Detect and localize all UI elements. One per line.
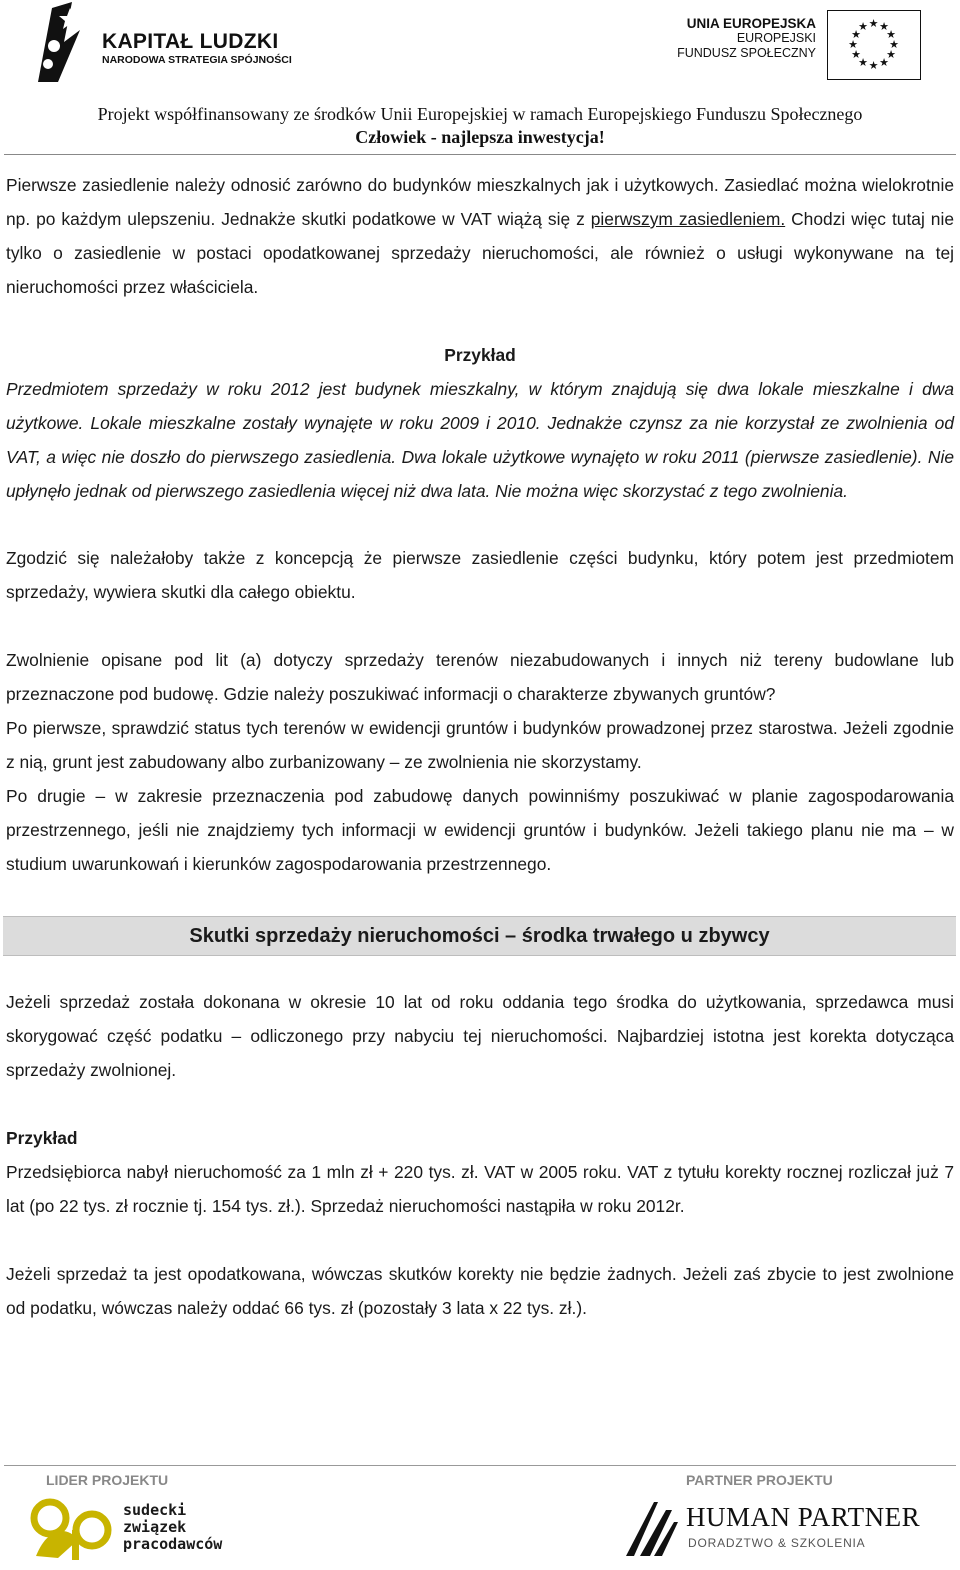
svg-text:★: ★ xyxy=(858,20,868,33)
human-partner-emblem-icon xyxy=(622,1500,680,1558)
kapital-ludzki-subtitle: NARODOWA STRATEGIA SPÓJNOŚCI xyxy=(102,54,292,66)
eu-logo-text xyxy=(677,16,816,61)
svg-text:★: ★ xyxy=(858,56,868,69)
s2p-logo xyxy=(28,1496,258,1566)
example-1-heading: Przykład xyxy=(444,345,516,365)
svg-text:★: ★ xyxy=(886,48,896,61)
paragraph-first-check: Po pierwsze, sprawdzić status tych terenów w ewidencji gruntów i budynków prowadzonej przez starostwa. Jeżeli zgodnie z nią, grunt jest zabudowany albo zurbanizowany – ze zwolnienia nie skorzystamy. xyxy=(6,718,954,772)
svg-text:★: ★ xyxy=(868,59,879,72)
s2p-emblem-icon xyxy=(28,1496,120,1564)
project-leader-label: LIDER PROJEKTU xyxy=(46,1472,169,1488)
human-partner-logo xyxy=(622,1500,922,1564)
svg-text:★: ★ xyxy=(851,48,861,61)
eu-line-3: FUNDUSZ SPOŁECZNY xyxy=(677,46,816,60)
eu-logo xyxy=(677,16,930,86)
svg-text:★: ★ xyxy=(851,28,861,41)
footer-divider xyxy=(4,1465,956,1466)
example-1-text: Przedmiotem sprzedaży w roku 2012 jest budynek mieszkalny, w którym znajdują się dwa lokale mieszkalne i dwa użytkowe. Lokale mieszkalne zostały wynajęte w roku 2009 i 2010. Jednakże czynsz za nie korzystał ze zwolnienia od VAT, a więc nie doszło do pierwszego zasiedlenia. Dwa lokale użytkowe wynajęto w roku 2011 (pierwsze zasiedlenie). Nie upłynęło jednak od pierwszego zasiedlenia więcej niż dwa lata. Nie można więc skorzystać z tego zwolnienia. xyxy=(6,379,954,501)
s2p-line-1: sudecki xyxy=(123,1501,187,1519)
svg-text:★: ★ xyxy=(868,17,879,30)
paragraph-second-check: Po drugie – w zakresie przeznaczenia pod zabudowę danych powinniśmy poszukiwać w planie zagospodarowania przestrzennego, jeśli nie znajdziemy tych informacji w ewidencji gruntów i budynków. Jeżeli takiego planu nie ma – w studium uwarunkowań i kierunków zagospodarowania przestrzennego. xyxy=(6,786,954,874)
paragraph-first-settlement-text: Pierwsze zasiedlenie należy odnosić zarówno do budynków mieszkalnych jak i użytkowych. Zasiedlać można wielokrotnie np. po każdym ulepszeniu. Jednakże skutki podatkowe w VAT wiążą się z xyxy=(6,175,954,229)
s2p-line-2: związek xyxy=(123,1518,187,1536)
example-2-heading: Przykład xyxy=(6,1128,78,1148)
kapital-ludzki-title: KAPITAŁ LUDZKI xyxy=(102,30,279,53)
eu-flag-icon xyxy=(827,10,921,80)
human-partner-name: HUMAN PARTNER xyxy=(686,1502,921,1532)
project-slogan: Człowiek - najlepsza inwestycja! xyxy=(355,127,605,147)
kapital-ludzki-emblem-icon xyxy=(28,2,100,84)
paragraph-exemption: Zwolnienie opisane pod lit (a) dotyczy sprzedaży terenów niezabudowanych i innych niż tereny budowlane lub przeznaczone pod budowę. Gdzie należy poszukiwać informacji o charakterze zbywanych gruntów? xyxy=(6,650,954,704)
project-cofinancing-line: Projekt współfinansowany ze środków Unii Europejskiej w ramach Europejskiego Funduszu Społecznego xyxy=(97,104,863,124)
page-header xyxy=(0,0,960,156)
paragraph-first-settlement xyxy=(6,168,954,304)
paragraph-taxation: Jeżeli sprzedaż ta jest opodatkowana, wówczas skutków korekty nie będzie żadnych. Jeżeli zaś zbycie to jest zwolnione od podatku, wówczas należy oddać 66 tys. zł (pozostały 3 lata x 22 tys. zł.). xyxy=(6,1264,954,1318)
paragraph-correction: Jeżeli sprzedaż została dokonana w okresie 10 lat od roku oddania tego środka do użytkowania, sprzedawca musi skorygować część podatku – odliczonego przy nabyciu tej nieruchomości. Najbardziej istotna jest korekta dotycząca sprzedaży zwolnionej. xyxy=(6,992,954,1080)
s2p-line-3: pracodawców xyxy=(123,1535,223,1553)
svg-text:★: ★ xyxy=(889,38,899,51)
eu-line-2: EUROPEJSKI xyxy=(736,31,816,45)
paragraph-first-settlement-tail: Chodzi więc tutaj nie tylko o zasiedlenie w postaci opodatkowanej sprzedaży nieruchomości, ale również o usługi wykonywane na tej nieruchomości przez właściciela. xyxy=(6,209,954,297)
project-partner-label: PARTNER PROJEKTU xyxy=(686,1472,833,1488)
human-partner-tagline: DORADZTWO & SZKOLENIA xyxy=(688,1536,866,1550)
eu-line-1: UNIA EUROPEJSKA xyxy=(686,16,816,31)
paragraph-concept: Zgodzić się należałoby także z koncepcją że pierwsze zasiedlenie części budynku, który potem jest przedmiotem sprzedaży, wywiera skutki dla całego obiektu. xyxy=(6,548,954,602)
svg-text:★: ★ xyxy=(879,20,889,33)
svg-text:★: ★ xyxy=(848,38,858,51)
paragraph-first-settlement-underlined: pierwszym zasiedleniem. xyxy=(590,209,786,229)
svg-text:★: ★ xyxy=(879,56,889,69)
section-heading: Skutki sprzedaży nieruchomości – środka trwałego u zbywcy xyxy=(3,916,956,956)
svg-text:★: ★ xyxy=(886,28,896,41)
kapital-ludzki-logo xyxy=(28,2,292,84)
example-2-text: Przedsiębiorca nabył nieruchomość za 1 mln zł + 220 tys. zł. VAT w 2005 roku. VAT z tytułu korekty rocznej rozliczał już 7 lat (po 22 tys. zł rocznie tj. 154 tys. zł.). Sprzedaż nieruchomości nastąpiła w roku 2012r. xyxy=(6,1162,954,1216)
s2p-name xyxy=(123,1502,222,1553)
header-divider xyxy=(4,154,956,155)
